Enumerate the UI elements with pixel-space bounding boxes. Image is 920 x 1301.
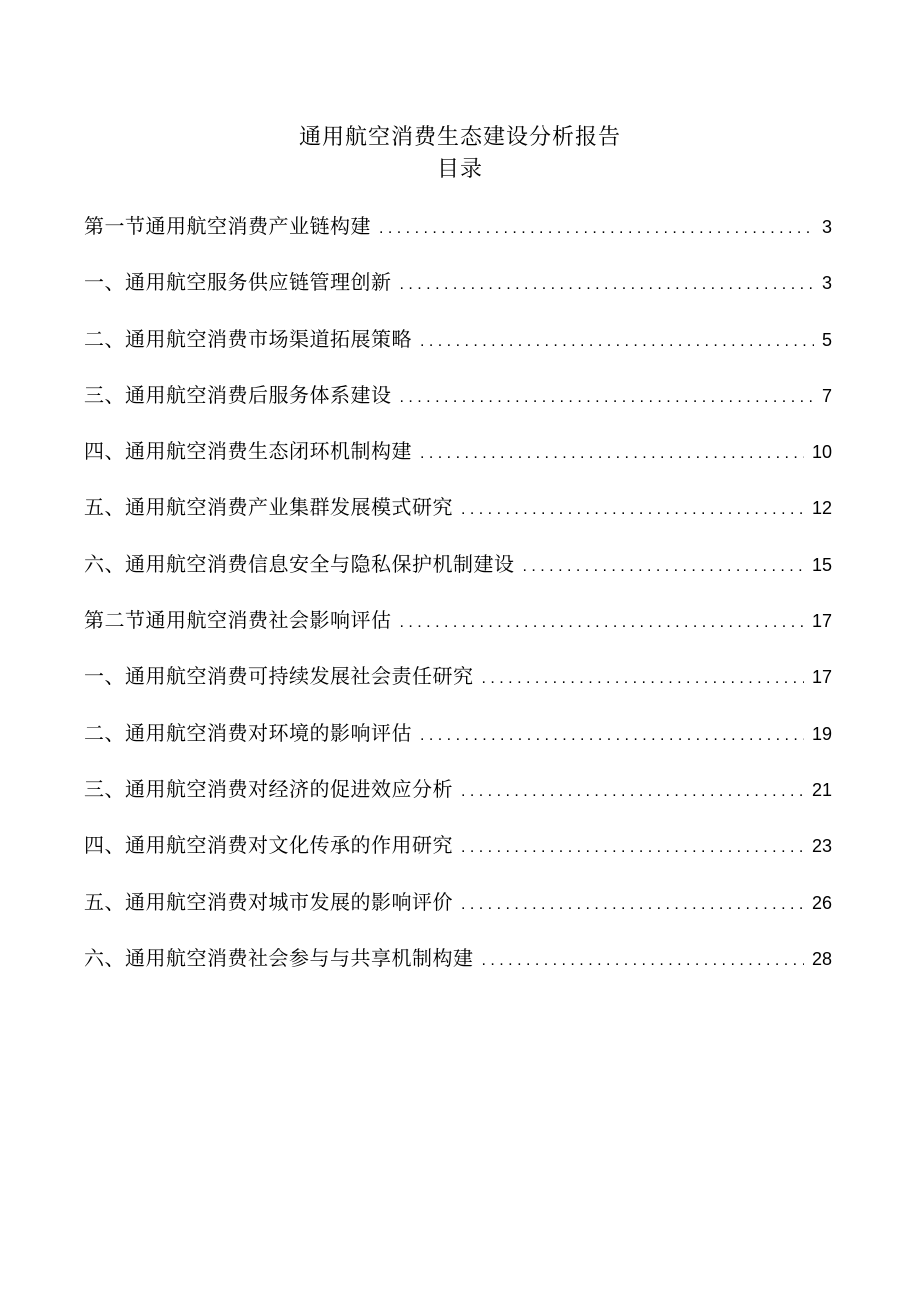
toc-dot-leader [400, 605, 804, 641]
toc-entry-page-number: 28 [811, 948, 832, 969]
toc-entry-page-number: 23 [811, 836, 832, 857]
toc-dot-leader [420, 324, 814, 360]
toc-dot-leader [420, 436, 804, 472]
toc-dot-leader [482, 661, 804, 697]
toc-entry-label: 第二节通用航空消费社会影响评估 [84, 608, 392, 633]
toc-dot-leader [461, 830, 804, 866]
toc-entry-page-number: 19 [811, 723, 832, 744]
toc-entry[interactable] [84, 377, 832, 433]
toc-entry-label: 四、通用航空消费生态闭环机制构建 [84, 439, 412, 464]
toc-entry-label: 二、通用航空消费市场渠道拓展策略 [84, 326, 412, 351]
toc-heading: 目录 [436, 157, 483, 182]
toc-entry-page-number: 10 [811, 442, 832, 463]
toc-entry[interactable] [84, 321, 832, 377]
document-title: 通用航空消费生态建设分析报告 [298, 125, 621, 150]
toc-entry[interactable] [84, 208, 832, 264]
toc-entry-label: 三、通用航空消费对经济的促进效应分析 [84, 776, 453, 801]
toc-entry[interactable] [84, 658, 832, 714]
toc-entry[interactable] [84, 602, 832, 658]
toc-entry[interactable] [84, 433, 832, 489]
toc-entry-page-number: 5 [821, 329, 832, 350]
toc-entry-page-number: 26 [811, 892, 832, 913]
table-of-contents [84, 208, 832, 996]
toc-entry[interactable] [84, 940, 832, 996]
toc-entry-label: 一、通用航空服务供应链管理创新 [84, 270, 392, 295]
toc-entry-page-number: 17 [811, 667, 832, 688]
toc-entry-label: 三、通用航空消费后服务体系建设 [84, 382, 392, 407]
toc-entry[interactable] [84, 884, 832, 940]
toc-dot-leader [523, 549, 804, 585]
toc-entry[interactable] [84, 827, 832, 883]
toc-entry-page-number: 12 [811, 498, 832, 519]
toc-entry[interactable] [84, 715, 832, 771]
toc-entry-page-number: 15 [811, 554, 832, 575]
toc-dot-leader [420, 718, 804, 754]
toc-dot-leader [461, 774, 804, 810]
toc-dot-leader [461, 492, 804, 528]
toc-entry[interactable] [84, 264, 832, 320]
toc-entry[interactable] [84, 489, 832, 545]
toc-dot-leader [379, 211, 814, 247]
toc-dot-leader [482, 943, 804, 979]
toc-dot-leader [461, 887, 804, 923]
toc-entry-label: 第一节通用航空消费产业链构建 [84, 214, 371, 238]
toc-entry-page-number: 3 [821, 217, 832, 237]
toc-dot-leader [400, 267, 814, 303]
toc-entry[interactable] [84, 771, 832, 827]
toc-entry-label: 四、通用航空消费对文化传承的作用研究 [84, 833, 453, 858]
toc-entry-page-number: 3 [821, 273, 832, 294]
toc-dot-leader [400, 380, 814, 416]
toc-entry-label: 六、通用航空消费信息安全与隐私保护机制建设 [84, 551, 515, 576]
toc-entry-label: 二、通用航空消费对环境的影响评估 [84, 720, 412, 745]
toc-entry[interactable] [84, 546, 832, 602]
toc-entry-label: 五、通用航空消费产业集群发展模式研究 [84, 495, 453, 520]
toc-entry-label: 六、通用航空消费社会参与与共享机制构建 [84, 945, 474, 970]
toc-entry-page-number: 17 [811, 611, 832, 632]
toc-entry-label: 一、通用航空消费可持续发展社会责任研究 [84, 664, 474, 689]
toc-entry-page-number: 7 [821, 385, 832, 406]
toc-entry-label: 五、通用航空消费对城市发展的影响评价 [84, 889, 453, 914]
toc-entry-page-number: 21 [811, 779, 832, 800]
